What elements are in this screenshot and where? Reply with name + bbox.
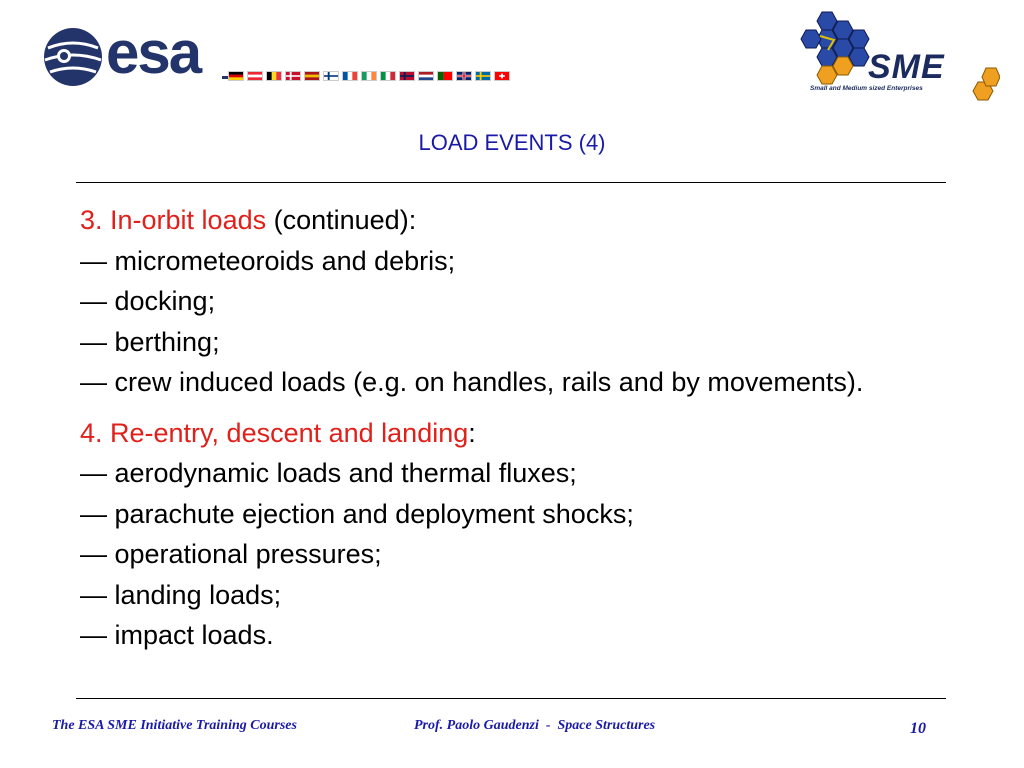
- flag-netherlands-icon: [418, 71, 434, 81]
- sme-logo-text: SME: [868, 48, 945, 86]
- top-divider: [76, 182, 946, 183]
- bottom-divider: [76, 698, 946, 699]
- section-4-item: — parachute ejection and deployment shocks;: [80, 498, 634, 529]
- esa-logo: [42, 19, 562, 88]
- flag-finland-icon: [323, 71, 339, 81]
- flag-france-icon: [342, 71, 358, 81]
- section-3-item: — micrometeoroids and debris;: [80, 245, 456, 276]
- flag-denmark-icon: [285, 71, 301, 81]
- section-3-heading-rest: (continued):: [266, 205, 417, 235]
- section-4-heading-red: 4. Re-entry, descent and landing: [80, 417, 469, 448]
- section-4-item: — impact loads.: [80, 620, 274, 650]
- section-3-item: — docking;: [80, 286, 216, 316]
- section-4-heading-rest: :: [468, 417, 476, 448]
- section-4-item: — landing loads;: [80, 579, 282, 610]
- section-gap: [80, 403, 940, 413]
- flag-austria-icon: [247, 71, 263, 81]
- member-flags: [228, 71, 510, 83]
- footer-course-name: The ESA SME Initiative Training Courses: [52, 718, 297, 733]
- section-3-item: — crew induced loads (e.g. on handles, rails and by movements).: [80, 367, 864, 397]
- slide-title: LOAD EVENTS (4): [418, 130, 606, 155]
- section-3-item: — berthing;: [80, 326, 220, 357]
- flag-germany-icon: [228, 71, 244, 81]
- section-3-heading-red: 3. In-orbit loads: [80, 205, 267, 235]
- footer-author: Prof. Paolo Gaudenzi - Space Structures: [414, 718, 656, 733]
- esa-globe-icon: [42, 26, 104, 88]
- flag-spain-icon: [304, 71, 320, 81]
- sme-logo: [800, 10, 1000, 105]
- flag-united-kingdom-icon: [456, 71, 472, 81]
- flag-switzerland-icon: [494, 71, 510, 81]
- flag-sweden-icon: [475, 71, 491, 81]
- esa-logo-text: esa: [106, 19, 201, 86]
- flag-norway-icon: [399, 71, 415, 81]
- section-4-item: — aerodynamic loads and thermal fluxes;: [80, 458, 577, 488]
- page-number: 10: [910, 720, 926, 737]
- section-4-item: — operational pressures;: [80, 539, 382, 569]
- section-3-heading: [80, 200, 940, 241]
- section-4-heading: [80, 413, 940, 454]
- slide-content: [80, 200, 940, 656]
- sme-tagline: Small and Medium sized Enterprises: [810, 85, 923, 92]
- flag-italy-icon: [380, 71, 396, 81]
- flag-ireland-icon: [361, 71, 377, 81]
- flag-portugal-icon: [437, 71, 453, 81]
- flag-belgium-icon: [266, 71, 282, 81]
